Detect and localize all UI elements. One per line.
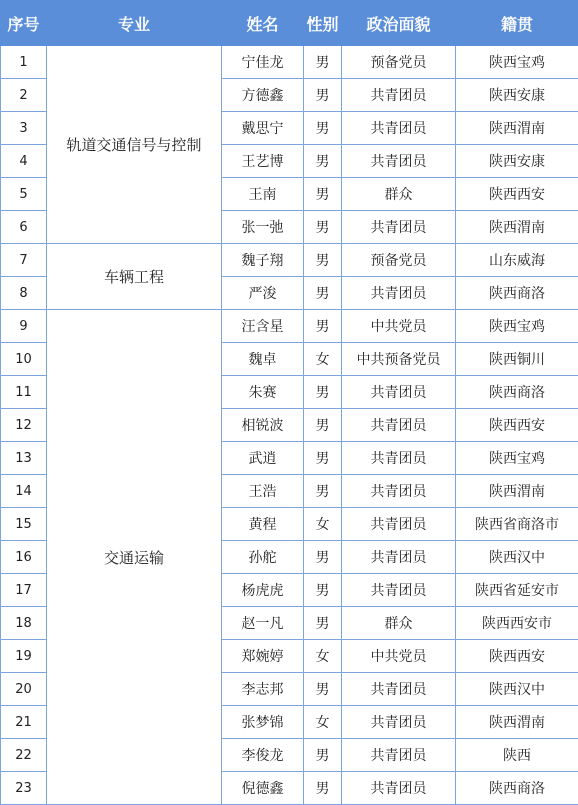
- seq-cell: 23: [1, 772, 47, 805]
- seq-cell: 16: [1, 541, 47, 574]
- seq-cell: 14: [1, 475, 47, 508]
- table-row: [1, 46, 578, 79]
- gender-cell: 男: [304, 244, 342, 277]
- gender-cell: 男: [304, 739, 342, 772]
- origin-cell: 陕西铜川: [456, 343, 578, 376]
- major-cell: 交通运输: [47, 310, 222, 805]
- political-cell: 群众: [342, 178, 456, 211]
- seq-cell: 3: [1, 112, 47, 145]
- gender-cell: 男: [304, 277, 342, 310]
- origin-cell: 陕西汉中: [456, 541, 578, 574]
- political-cell: 共青团员: [342, 673, 456, 706]
- seq-cell: 11: [1, 376, 47, 409]
- political-cell: 共青团员: [342, 145, 456, 178]
- name-cell: 相锐波: [222, 409, 304, 442]
- origin-cell: 陕西宝鸡: [456, 46, 578, 79]
- seq-cell: 4: [1, 145, 47, 178]
- seq-cell: 9: [1, 310, 47, 343]
- seq-cell: 6: [1, 211, 47, 244]
- political-cell: 中共预备党员: [342, 343, 456, 376]
- seq-cell: 12: [1, 409, 47, 442]
- seq-cell: 10: [1, 343, 47, 376]
- name-cell: 张梦锦: [222, 706, 304, 739]
- origin-cell: 陕西渭南: [456, 706, 578, 739]
- seq-cell: 2: [1, 79, 47, 112]
- gender-cell: 女: [304, 706, 342, 739]
- name-cell: 魏卓: [222, 343, 304, 376]
- origin-cell: 陕西汉中: [456, 673, 578, 706]
- seq-cell: 20: [1, 673, 47, 706]
- name-cell: 孙舵: [222, 541, 304, 574]
- seq-cell: 8: [1, 277, 47, 310]
- political-cell: 中共党员: [342, 310, 456, 343]
- political-cell: 共青团员: [342, 277, 456, 310]
- political-cell: 共青团员: [342, 376, 456, 409]
- header-origin: 籍贯: [456, 1, 578, 46]
- origin-cell: 陕西西安市: [456, 607, 578, 640]
- political-cell: 共青团员: [342, 211, 456, 244]
- origin-cell: 陕西商洛: [456, 277, 578, 310]
- political-cell: 预备党员: [342, 46, 456, 79]
- gender-cell: 男: [304, 79, 342, 112]
- name-cell: 郑婉婷: [222, 640, 304, 673]
- political-cell: 共青团员: [342, 112, 456, 145]
- name-cell: 严浚: [222, 277, 304, 310]
- political-cell: 预备党员: [342, 244, 456, 277]
- gender-cell: 男: [304, 376, 342, 409]
- gender-cell: 男: [304, 475, 342, 508]
- gender-cell: 男: [304, 673, 342, 706]
- origin-cell: 陕西渭南: [456, 112, 578, 145]
- political-cell: 共青团员: [342, 739, 456, 772]
- gender-cell: 男: [304, 442, 342, 475]
- gender-cell: 男: [304, 211, 342, 244]
- name-cell: 魏子翔: [222, 244, 304, 277]
- gender-cell: 男: [304, 607, 342, 640]
- origin-cell: 陕西西安: [456, 178, 578, 211]
- political-cell: 共青团员: [342, 508, 456, 541]
- political-cell: 群众: [342, 607, 456, 640]
- political-cell: 共青团员: [342, 574, 456, 607]
- gender-cell: 男: [304, 46, 342, 79]
- political-cell: 共青团员: [342, 79, 456, 112]
- header-major: 专业: [47, 1, 222, 46]
- name-cell: 李俊龙: [222, 739, 304, 772]
- origin-cell: 陕西安康: [456, 145, 578, 178]
- seq-cell: 18: [1, 607, 47, 640]
- gender-cell: 男: [304, 145, 342, 178]
- seq-cell: 1: [1, 46, 47, 79]
- header-seq: 序号: [1, 1, 47, 46]
- origin-cell: 陕西渭南: [456, 211, 578, 244]
- origin-cell: 陕西商洛: [456, 376, 578, 409]
- origin-cell: 陕西省商洛市: [456, 508, 578, 541]
- name-cell: 方德鑫: [222, 79, 304, 112]
- name-cell: 杨虎虎: [222, 574, 304, 607]
- political-cell: 共青团员: [342, 706, 456, 739]
- origin-cell: 陕西渭南: [456, 475, 578, 508]
- origin-cell: 陕西商洛: [456, 772, 578, 805]
- gender-cell: 男: [304, 772, 342, 805]
- gender-cell: 女: [304, 343, 342, 376]
- gender-cell: 男: [304, 541, 342, 574]
- origin-cell: 陕西省延安市: [456, 574, 578, 607]
- name-cell: 赵一凡: [222, 607, 304, 640]
- major-cell: 车辆工程: [47, 244, 222, 310]
- political-cell: 共青团员: [342, 541, 456, 574]
- seq-cell: 17: [1, 574, 47, 607]
- name-cell: 张一弛: [222, 211, 304, 244]
- name-cell: 武逍: [222, 442, 304, 475]
- name-cell: 倪德鑫: [222, 772, 304, 805]
- major-cell: 轨道交通信号与控制: [47, 46, 222, 244]
- gender-cell: 男: [304, 178, 342, 211]
- gender-cell: 男: [304, 310, 342, 343]
- origin-cell: 陕西西安: [456, 640, 578, 673]
- gender-cell: 女: [304, 640, 342, 673]
- origin-cell: 陕西西安: [456, 409, 578, 442]
- name-cell: 李志邦: [222, 673, 304, 706]
- political-cell: 中共党员: [342, 640, 456, 673]
- name-cell: 王浩: [222, 475, 304, 508]
- name-cell: 黄程: [222, 508, 304, 541]
- origin-cell: 陕西宝鸡: [456, 310, 578, 343]
- origin-cell: 山东威海: [456, 244, 578, 277]
- origin-cell: 陕西宝鸡: [456, 442, 578, 475]
- seq-cell: 5: [1, 178, 47, 211]
- origin-cell: 陕西安康: [456, 79, 578, 112]
- seq-cell: 13: [1, 442, 47, 475]
- political-cell: 共青团员: [342, 772, 456, 805]
- header-gender: 性别: [304, 1, 342, 46]
- political-cell: 共青团员: [342, 442, 456, 475]
- header-row: [1, 1, 578, 46]
- seq-cell: 22: [1, 739, 47, 772]
- name-cell: 汪含星: [222, 310, 304, 343]
- seq-cell: 19: [1, 640, 47, 673]
- origin-cell: 陕西: [456, 739, 578, 772]
- name-cell: 王艺博: [222, 145, 304, 178]
- table-row: [1, 310, 578, 343]
- gender-cell: 男: [304, 112, 342, 145]
- name-cell: 王南: [222, 178, 304, 211]
- header-name: 姓名: [222, 1, 304, 46]
- gender-cell: 女: [304, 508, 342, 541]
- header-political: 政治面貌: [342, 1, 456, 46]
- name-cell: 朱赛: [222, 376, 304, 409]
- name-cell: 宁佳龙: [222, 46, 304, 79]
- name-cell: 戴思宁: [222, 112, 304, 145]
- seq-cell: 21: [1, 706, 47, 739]
- gender-cell: 男: [304, 574, 342, 607]
- seq-cell: 7: [1, 244, 47, 277]
- political-cell: 共青团员: [342, 475, 456, 508]
- gender-cell: 男: [304, 409, 342, 442]
- political-cell: 共青团员: [342, 409, 456, 442]
- seq-cell: 15: [1, 508, 47, 541]
- table-row: [1, 244, 578, 277]
